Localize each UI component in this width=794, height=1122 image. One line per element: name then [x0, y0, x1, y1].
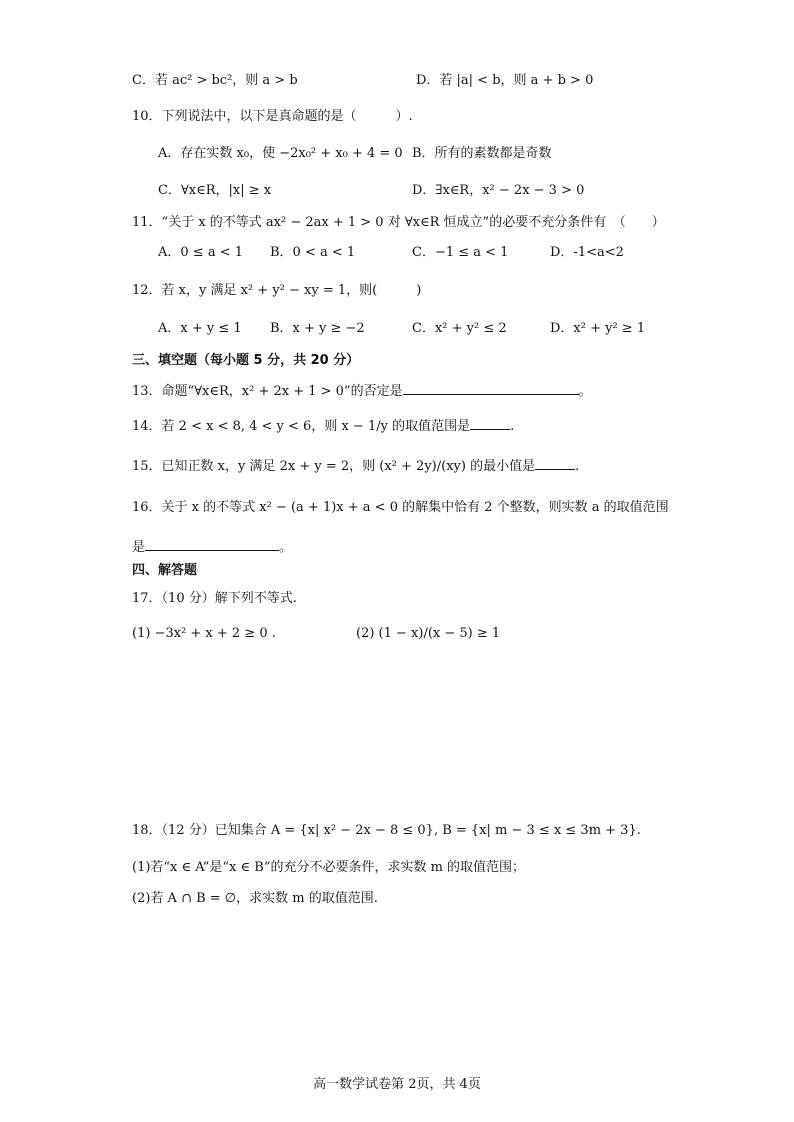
q12-option-d: D．x² + y² ≥ 1	[550, 321, 646, 336]
q17-part1: (1) −3x² + x + 2 ≥ 0 .	[132, 626, 276, 641]
q16-cont-text: 是	[132, 540, 146, 555]
q9-option-d: D．若 |a| < b，则 a + b > 0	[416, 73, 594, 88]
section-title-fill-in: 三、填空题（每小题 5 分，共 20 分）	[132, 353, 360, 368]
q13-end: 。	[578, 384, 592, 399]
q15-answer-blank[interactable]	[535, 456, 575, 470]
q11-option-d: D．-1<a<2	[550, 245, 624, 260]
q16-end: 。	[279, 540, 293, 555]
q15-end: .	[575, 459, 580, 474]
page-footer: 高一数学试卷第 2页，共 4页	[313, 1077, 481, 1092]
q12-option-c: C．x² + y² ≤ 2	[412, 321, 507, 336]
q11-option-b: B．0 < a < 1	[270, 245, 356, 260]
q17-part2: (2) (1 − x)/(x − 5) ≥ 1	[356, 626, 501, 641]
q11-stem: 11．“关于 x 的不等式 ax² − 2ax + 1 > 0 对 ∀x∈R 恒成立”的必要不充分条件有 （ ）	[132, 215, 665, 230]
q10-option-c: C．∀x∈R，|x| ≥ x	[158, 183, 272, 198]
q14-answer-blank[interactable]	[470, 416, 510, 430]
section-title-answers: 四、解答题	[132, 563, 198, 578]
q10-option-b: B．所有的素数都是奇数	[412, 146, 552, 161]
q12-stem: 12．若 x，y 满足 x² + y² − xy = 1，则( )	[132, 283, 422, 298]
q18-part2: (2)若 A ∩ B = ∅，求实数 m 的取值范围.	[132, 891, 378, 906]
q14-stem: 14．若 2 < x < 8, 4 < y < 6，则 x − 1/y 的取值范围是	[132, 419, 471, 434]
q14	[132, 416, 514, 436]
q16-answer-blank[interactable]	[145, 537, 279, 551]
q17-stem: 17．（10 分）解下列不等式.	[132, 591, 297, 606]
q12-option-a: A．x + y ≤ 1	[158, 321, 242, 336]
q10-option-a: A．存在实数 x₀，使 −2x₀² + x₀ + 4 = 0	[158, 146, 403, 161]
q14-end: .	[510, 419, 515, 434]
q13-answer-blank[interactable]	[403, 381, 579, 395]
q16-cont	[132, 537, 292, 557]
q13	[132, 381, 592, 401]
q10-option-d: D．∃x∈R，x² − 2x − 3 > 0	[412, 183, 585, 198]
q13-stem: 13．命题“∀x∈R，x² + 2x + 1 > 0”的否定是	[132, 384, 403, 399]
q15-stem: 15．已知正数 x，y 满足 2x + y = 2，则 (x² + 2y)/(xy) 的最小值是	[132, 459, 536, 474]
q10-stem: 10．下列说法中，以下是真命题的是（ ）.	[132, 109, 413, 124]
q11-option-a: A．0 ≤ a < 1	[158, 245, 243, 260]
q11-option-c: C．−1 ≤ a < 1	[412, 245, 509, 260]
q12-option-b: B．x + y ≥ −2	[270, 321, 365, 336]
q15	[132, 456, 579, 476]
q18-part1: (1)若“x ∈ A”是“x ∈ B”的充分不必要条件，求实数 m 的取值范围；	[132, 860, 526, 875]
q16-stem: 16．关于 x 的不等式 x² − (a + 1)x + a < 0 的解集中恰有 2 个整数，则实数 a 的取值范围	[132, 500, 669, 515]
q9-option-c: C．若 ac² > bc²，则 a > b	[132, 73, 298, 88]
q18-stem: 18．（12 分）已知集合 A = {x| x² − 2x − 8 ≤ 0}, B = {x| m − 3 ≤ x ≤ 3m + 3}.	[132, 823, 641, 838]
